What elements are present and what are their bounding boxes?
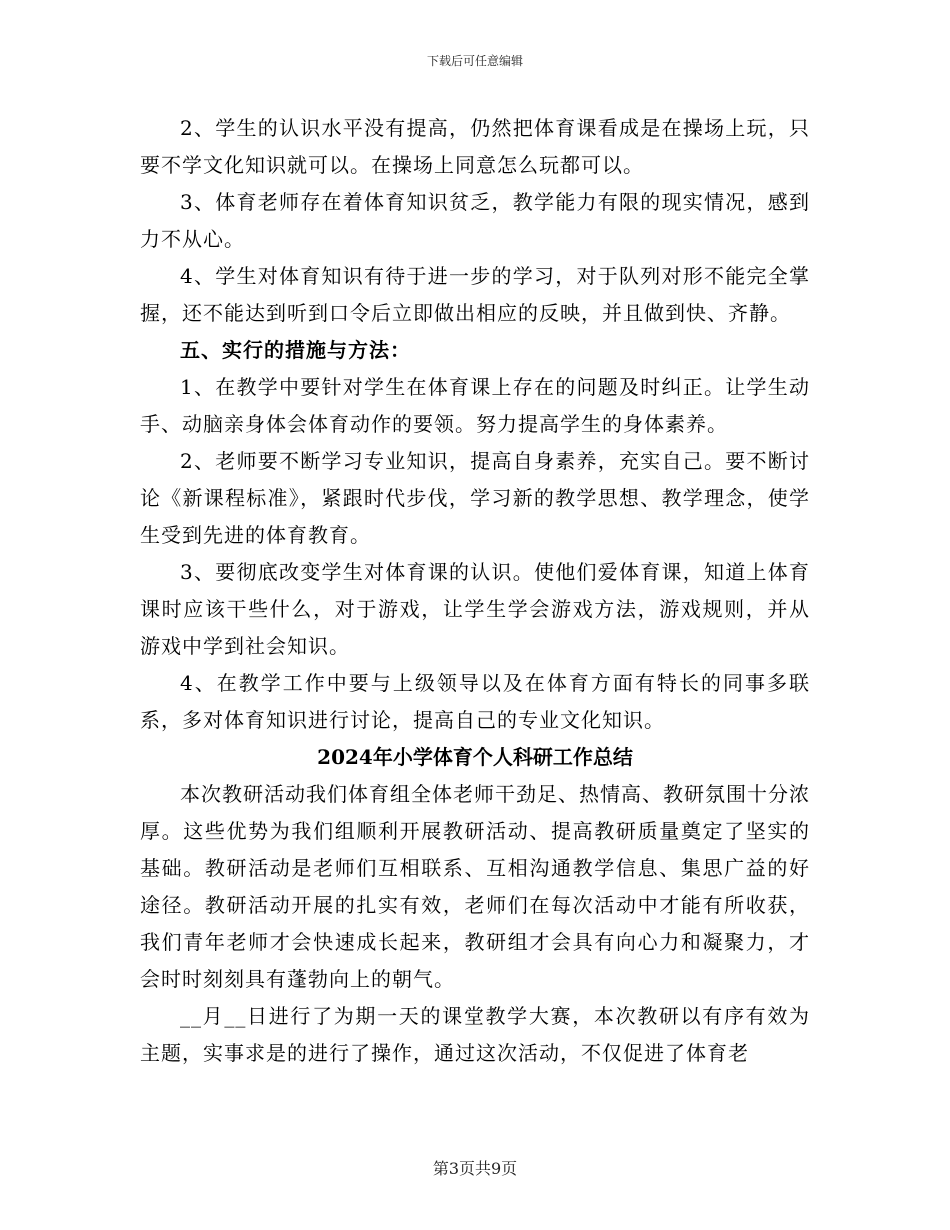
- paragraph: 4、学生对体育知识有待于进一步的学习，对于队列对形不能完全掌握，还不能达到听到口令后立即做出相应的反映，并且做到快、齐静。: [140, 264, 810, 325]
- section-heading: 五、实行的措施与方法：: [180, 338, 411, 362]
- paragraph: 3、体育老师存在着体育知识贫乏，教学能力有限的现实情况，感到力不从心。: [140, 190, 810, 251]
- paragraph: 1、在教学中要针对学生在体育课上存在的问题及时纠正。让学生动手、动脑亲身体会体育动作的要领。努力提高学生的身体素养。: [140, 375, 810, 436]
- page-header: 下载后可任意编辑: [426, 54, 523, 68]
- paragraph: 3、要彻底改变学生对体育课的认识。使他们爱体育课，知道上体育课时应该干些什么，对于游戏，让学生学会游戏方法，游戏规则，并从游戏中学到社会知识。: [140, 560, 810, 658]
- document-body: [140, 110, 810, 1072]
- paragraph: __月__日进行了为期一天的课堂教学大赛，本次教研以有序有效为主题，实事求是的进行了操作，通过这次活动，不仅促进了体育老: [140, 1004, 810, 1065]
- page-footer: 第3页共9页: [432, 1159, 518, 1178]
- paragraph: 2、学生的认识水平没有提高，仍然把体育课看成是在操场上玩，只要不学文化知识就可以。在操场上同意怎么玩都可以。: [140, 116, 810, 177]
- document-title: 2024年小学体育个人科研工作总结: [317, 745, 633, 769]
- paragraph: 4、在教学工作中要与上级领导以及在体育方面有特长的同事多联系，多对体育知识进行讨论，提高自己的专业文化知识。: [140, 671, 810, 732]
- paragraph: 本次教研活动我们体育组全体老师干劲足、热情高、教研氛围十分浓厚。这些优势为我们组顺利开展教研活动、提高教研质量奠定了坚实的基础。教研活动是老师们互相联系、互相沟通教学信息、集思广益的好途径。教研活动开展的扎实有效，老师们在每次活动中才能有所收获，我们青年老师才会快速成长起来，教研组才会具有向心力和凝聚力，才会时时刻刻具有蓬勃向上的朝气。: [140, 782, 810, 991]
- paragraph: 2、老师要不断学习专业知识，提高自身素养，充实自己。要不断讨论《新课程标准》，紧跟时代步伐，学习新的教学思想、教学理念，使学生受到先进的体育教育。: [140, 449, 810, 547]
